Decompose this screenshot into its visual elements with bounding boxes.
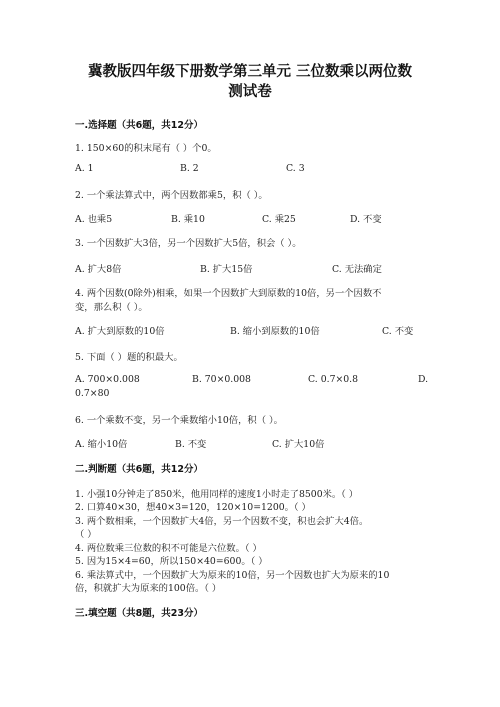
- section-heading-fill-blank: 三.填空题（共8题，共23分）: [75, 608, 203, 619]
- judgement-line-1: 1. 小强10分钟走了850米，他用同样的速度1小时走了8500米。（ ）: [75, 489, 359, 500]
- option-1-5-a: A. 700×0.008: [75, 374, 140, 385]
- option-1-3-c: C. 无法确定: [332, 264, 382, 275]
- option-1-4-c: C. 不变: [382, 326, 414, 337]
- option-1-2-d: D. 不变: [350, 214, 382, 225]
- title-line-2: 测试卷: [228, 84, 272, 100]
- option-1-5-c: C. 0.7×0.8: [308, 374, 359, 385]
- question-1-1: 1. 150×60的积末尾有（ ）个0。: [75, 143, 217, 154]
- option-1-4-b: B. 缩小到原数的10倍: [230, 326, 320, 337]
- section-heading-choice: 一.选择题（共6题，共12分）: [75, 120, 203, 131]
- option-1-6-b: B. 不变: [175, 439, 207, 450]
- option-1-1-b: B. 2: [180, 163, 199, 174]
- option-1-2-b: B. 乘10: [171, 214, 205, 225]
- question-1-4-line-2: 变，那么积（ ）。: [75, 302, 148, 313]
- option-1-2-c: C. 乘25: [262, 214, 296, 225]
- judgement-line-4: （ ）: [75, 529, 97, 540]
- judgement-line-7: 6. 乘法算式中，一个因数扩大为原来的10倍，另一个因数也扩大为原来的10: [75, 570, 390, 581]
- judgement-line-8: 倍，积就扩大为原来的100倍。（ ）: [75, 583, 222, 594]
- question-1-3: 3. 一个因数扩大3倍，另一个因数扩大5倍，积会（ ）。: [75, 238, 302, 249]
- option-1-3-a: A. 扩大8倍: [75, 264, 122, 275]
- judgement-line-5: 4. 两位数乘三位数的积不可能是六位数。（ ）: [75, 543, 262, 554]
- option-1-6-a: A. 缩小10倍: [75, 439, 128, 450]
- option-1-2-a: A. 也乘5: [75, 214, 113, 225]
- option-1-5-d-label: D.: [418, 374, 429, 385]
- judgement-line-2: 2. 口算40×30，想40×3=120，120×10=1200。（ ）: [75, 502, 311, 513]
- option-1-4-a: A. 扩大到原数的10倍: [75, 326, 165, 337]
- judgement-line-3: 3. 两个数相乘，一个因数扩大4倍，另一个因数不变，积也会扩大4倍。: [75, 516, 369, 527]
- question-1-6: 6. 一个乘数不变，另一个乘数缩小10倍，积（ ）。: [75, 415, 283, 426]
- option-1-5-d-value: 0.7×80: [75, 388, 110, 399]
- option-1-1-a: A. 1: [75, 163, 94, 174]
- option-1-6-c: C. 扩大10倍: [272, 439, 325, 450]
- judgement-line-6: 5. 因为15×4=60，所以150×40=600。（ ）: [75, 556, 268, 567]
- title-line-1: 冀教版四年级下册数学第三单元 三位数乘以两位数: [87, 64, 413, 80]
- question-1-4-line-1: 4. 两个因数(0除外)相乘，如果一个因数扩大到原数的10倍，另一个因数不: [75, 288, 382, 299]
- question-1-2: 2. 一个乘法算式中，两个因数都乘5，积（ ）。: [75, 190, 268, 201]
- option-1-5-b: B. 70×0.008: [192, 374, 251, 385]
- option-1-3-b: B. 扩大15倍: [200, 264, 253, 275]
- option-1-1-c: C. 3: [286, 163, 305, 174]
- section-heading-judgement: 二.判断题（共6题，共12分）: [75, 464, 203, 475]
- question-1-5: 5. 下面（ ）题的积最大。: [75, 352, 183, 363]
